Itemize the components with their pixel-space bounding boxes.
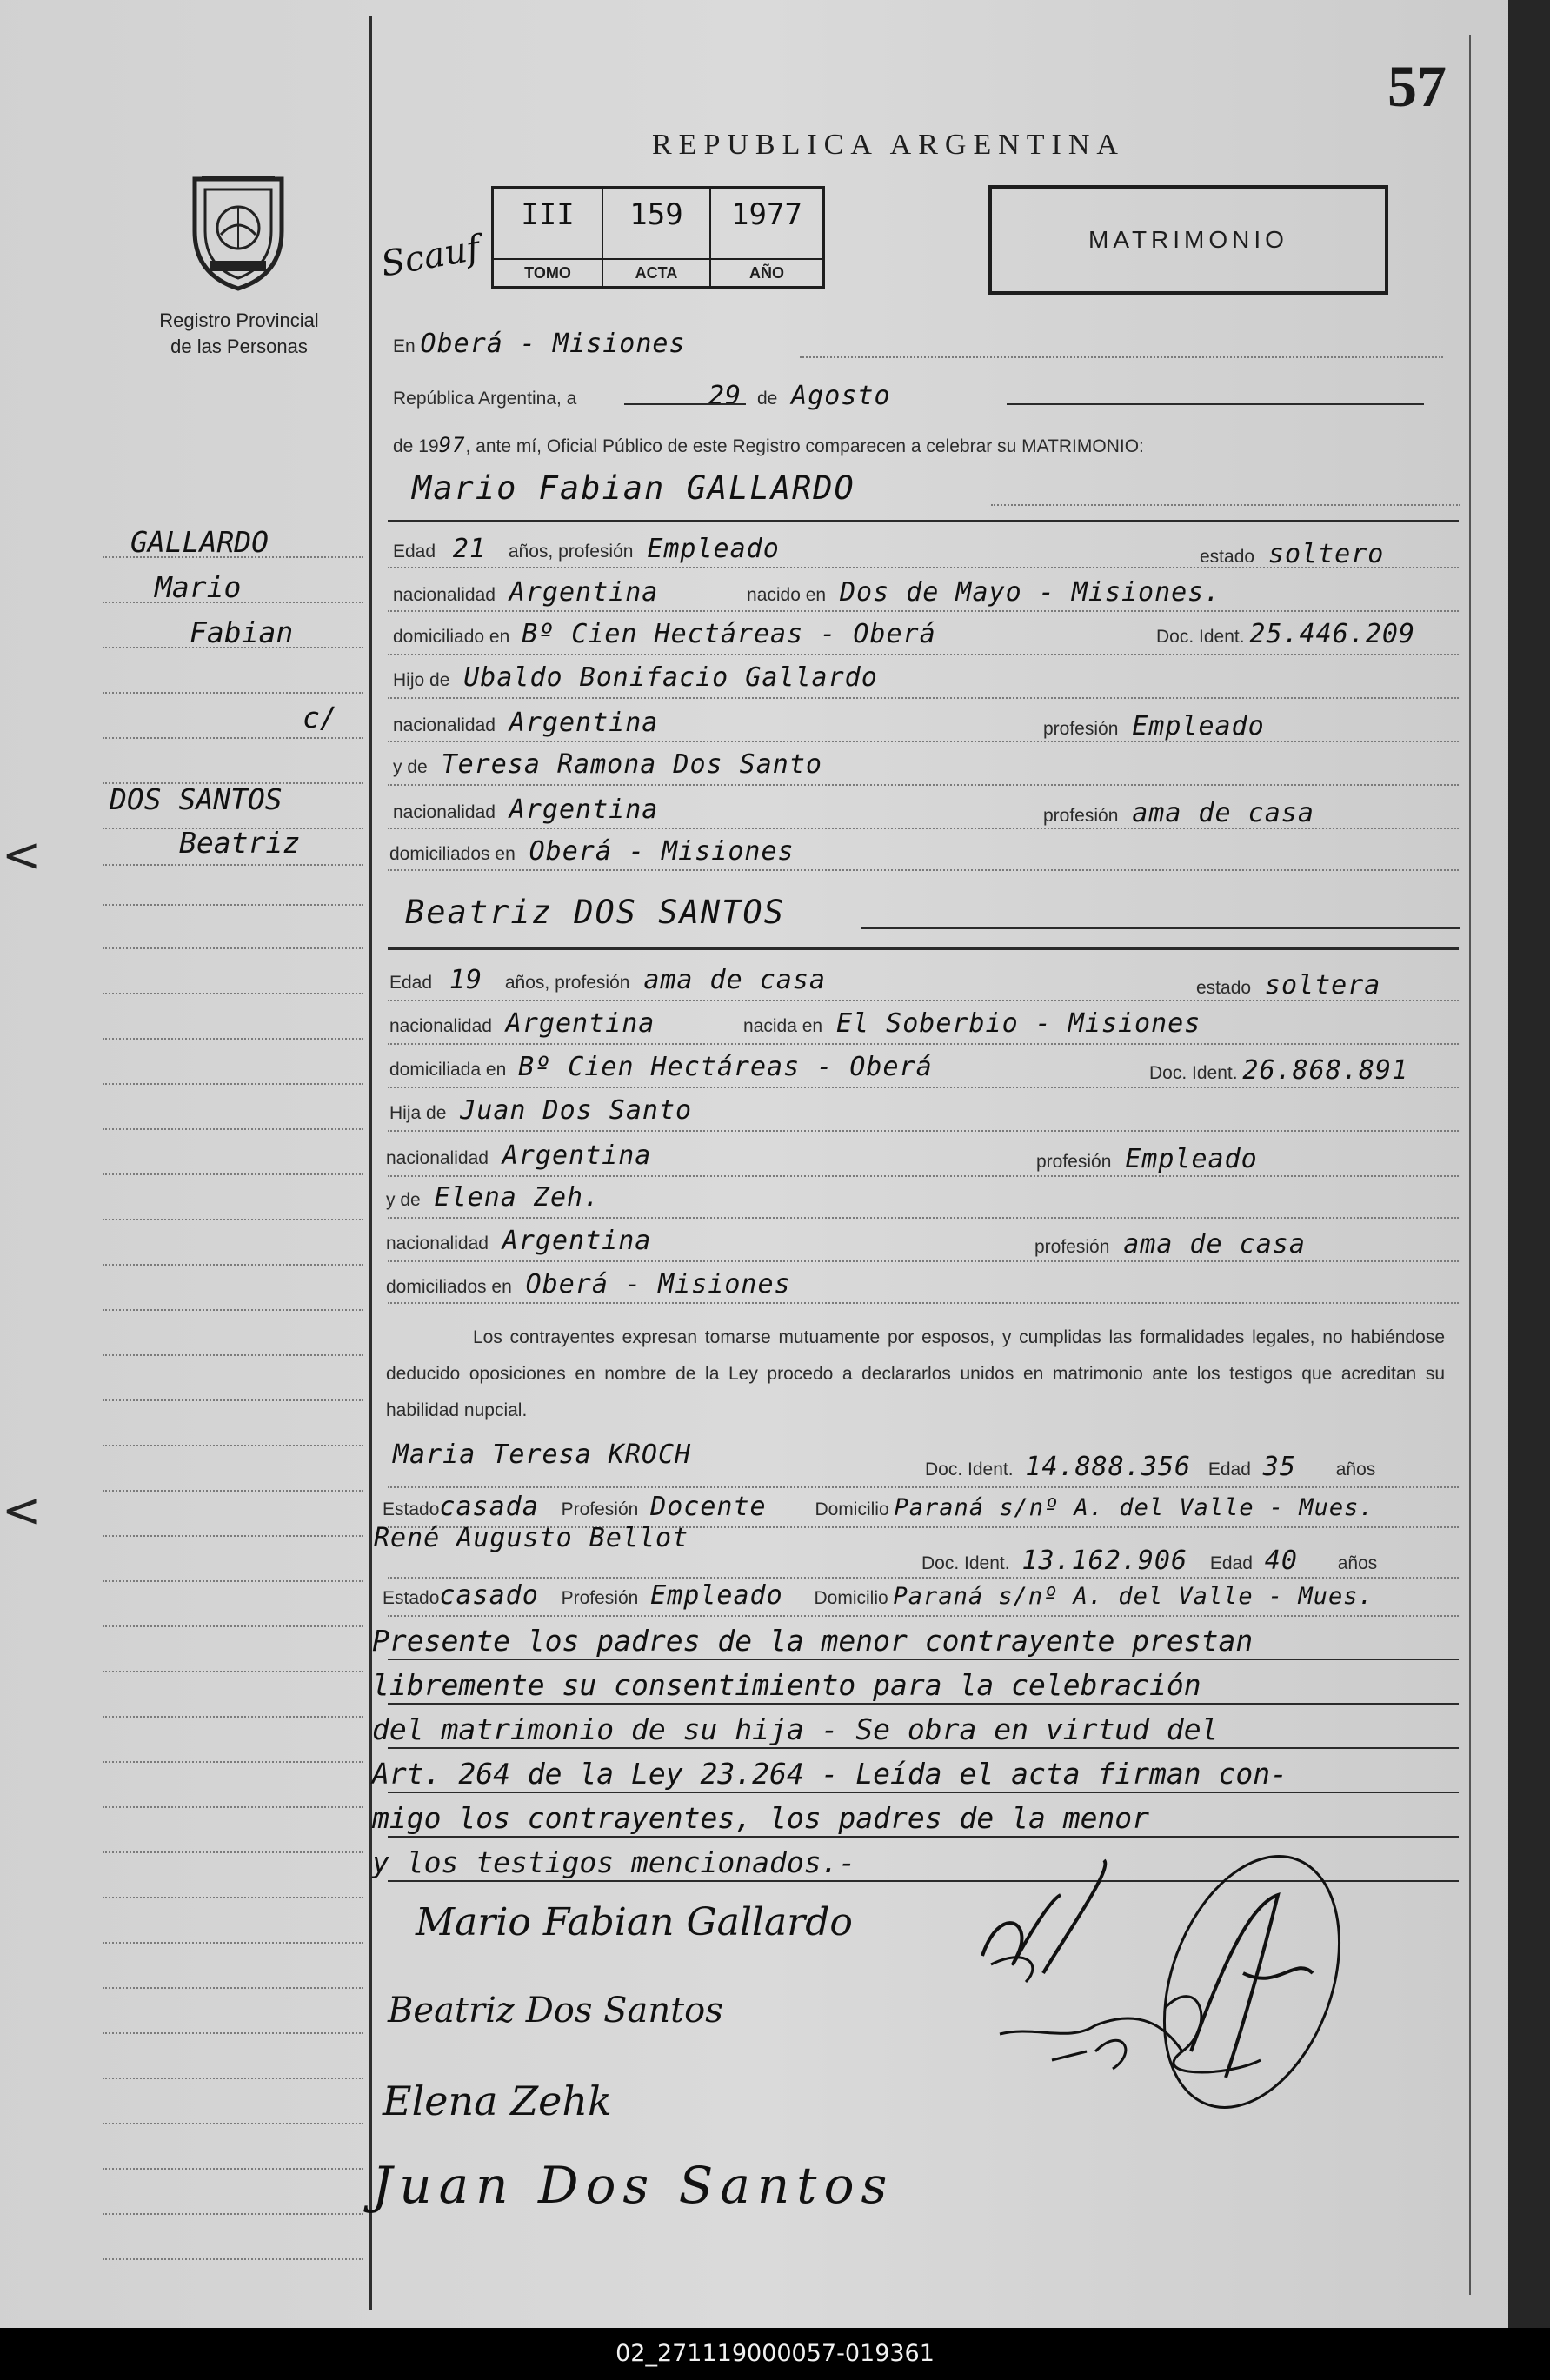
row-line xyxy=(388,869,1459,871)
groom-row-parents-address xyxy=(389,836,795,867)
nacionalidad-label: nacionalidad xyxy=(386,1148,489,1168)
bride-birthplace: El Soberbio - Misiones xyxy=(835,1008,1201,1039)
nacido-label: nacido en xyxy=(747,585,827,605)
domiciliada-label: domiciliada en xyxy=(389,1060,507,1080)
margin-groom-surname: GALLARDO xyxy=(130,525,269,559)
provincial-seal-icon xyxy=(184,170,292,292)
margin-line xyxy=(103,904,363,906)
bride-father-prof-row xyxy=(1036,1144,1258,1174)
bride-father-nationality: Argentina xyxy=(502,1140,652,1171)
bride-row-address xyxy=(389,1052,933,1082)
day-line xyxy=(624,403,746,405)
bride-mother-nationality: Argentina xyxy=(502,1226,652,1256)
year-intro: , ante mí, Oficial Público de este Registro comparecen a celebrar su MATRIMONIO: xyxy=(465,436,1144,456)
nacionalidad-label: nacionalidad xyxy=(393,802,496,822)
place-line xyxy=(800,356,1443,358)
margin-line xyxy=(103,1490,363,1492)
bride-father: Juan Dos Santo xyxy=(460,1095,693,1126)
acta-value: 159 xyxy=(629,197,683,232)
margin-conjunction: c/ xyxy=(303,701,337,735)
acta-label: ACTA xyxy=(603,258,709,286)
date-row xyxy=(393,381,891,411)
declaration-text: Los contrayentes expresan tomarse mutuamente por esposos, y cumplidas las formalidades legales, no habiéndose deducido oposiciones en nombre de la Ley procedo a declararlos unidos en matrimonio ante los testigos que acreditan su habilidad nupcial. xyxy=(386,1327,1445,1420)
margin-line xyxy=(103,1445,363,1446)
margin-line xyxy=(103,737,363,739)
row-line xyxy=(388,1087,1459,1088)
month-value: Agosto xyxy=(791,381,891,411)
en-label: En xyxy=(393,336,416,356)
margin-line xyxy=(103,1716,363,1718)
witness-2-doc-row xyxy=(921,1546,1377,1576)
bride-row-father-nat xyxy=(386,1140,651,1171)
bride-name-line xyxy=(861,927,1460,929)
groom-separator xyxy=(388,520,1459,522)
domiciliados-label: domiciliados en xyxy=(386,1277,512,1297)
edad-label: Edad xyxy=(389,973,433,993)
row-line xyxy=(388,1615,1459,1617)
obs-line xyxy=(388,1703,1459,1705)
registrar-initial: Scauf xyxy=(377,228,483,285)
groom-doc-row xyxy=(1156,619,1415,649)
bride-row-mother xyxy=(386,1182,600,1213)
observation-line: Presente los padres de la menor contrayente prestan xyxy=(372,1624,1254,1658)
bride-doc-row xyxy=(1149,1055,1408,1086)
document-type-box: MATRIMONIO xyxy=(988,185,1388,295)
domicilio-label: Domicilio xyxy=(815,1499,889,1519)
margin-line xyxy=(103,1354,363,1356)
de-label: de xyxy=(756,389,778,409)
groom-mother: Teresa Ramona Dos Santo xyxy=(441,749,822,780)
margin-tick-mark: < xyxy=(2,1483,42,1538)
groom-father: Ubaldo Bonifacio Gallardo xyxy=(463,662,878,693)
observation-line: libremente su consentimiento para la celebración xyxy=(372,1668,1201,1702)
bride-status-row xyxy=(1196,970,1380,1001)
row-line xyxy=(388,1043,1459,1045)
margin-line xyxy=(103,1851,363,1853)
obs-line xyxy=(388,1792,1459,1793)
margin-line xyxy=(103,1897,363,1898)
bride-mother: Elena Zeh. xyxy=(434,1182,601,1213)
observation-line: del matrimonio de su hija - Se obra en virtud del xyxy=(372,1712,1219,1746)
row-line xyxy=(388,1217,1459,1219)
country-title: REPUBLICA ARGENTINA xyxy=(652,129,1125,161)
groom-doc: 25.446.209 xyxy=(1249,619,1416,649)
row-line xyxy=(388,741,1459,742)
groom-status: soltero xyxy=(1267,539,1385,569)
observation-line: migo los contrayentes, los padres de la menor xyxy=(372,1801,1150,1835)
witness-1-name: Maria Teresa KROCH xyxy=(393,1439,692,1470)
tomo-label: TOMO xyxy=(494,258,602,286)
witness-2-address: Paraná s/nº A. del Valle - Mues. xyxy=(893,1583,1374,1610)
doc-ident-label: Doc. Ident. xyxy=(1149,1063,1238,1083)
nacionalidad-label: nacionalidad xyxy=(386,1233,489,1253)
bride-father-profession: Empleado xyxy=(1125,1144,1258,1174)
domiciliados-label: domiciliados en xyxy=(389,844,516,864)
profesion-label: Profesión xyxy=(561,1588,639,1608)
groom-birthplace: Dos de Mayo - Misiones. xyxy=(839,577,1221,608)
margin-line xyxy=(103,1264,363,1266)
row-line xyxy=(388,1486,1459,1488)
obs-line xyxy=(388,1659,1459,1660)
witness-2-age: 40 xyxy=(1264,1546,1298,1576)
groom-mother-nationality: Argentina xyxy=(509,794,659,825)
witness-2-profession: Empleado xyxy=(650,1580,783,1611)
republica-label: República Argentina, a xyxy=(393,389,577,409)
nacionalidad-label: nacionalidad xyxy=(389,1016,492,1036)
margin-line xyxy=(103,947,363,949)
obs-line xyxy=(388,1836,1459,1838)
year-suffix: 97 xyxy=(438,433,466,457)
year-row xyxy=(393,433,1144,457)
groom-profession: Empleado xyxy=(647,534,780,564)
bride-address: Bº Cien Hectáreas - Oberá xyxy=(518,1052,933,1082)
groom-row-age xyxy=(393,534,780,564)
bride-mother-prof-row xyxy=(1034,1229,1306,1260)
witness-2-status: casado xyxy=(439,1580,539,1611)
margin-line xyxy=(103,1761,363,1763)
edad-label: Edad xyxy=(1207,1459,1251,1479)
margin-line xyxy=(103,1399,363,1401)
doc-ident-label: Doc. Ident. xyxy=(925,1459,1014,1479)
bride-row-nationality xyxy=(389,1008,1201,1039)
profesion-label: profesión xyxy=(1034,1237,1110,1257)
place-value: Oberá - Misiones xyxy=(420,329,686,359)
row-line xyxy=(388,784,1459,786)
bride-separator xyxy=(388,947,1459,950)
hijo-label: Hijo de xyxy=(393,670,450,690)
margin-line xyxy=(103,1580,363,1582)
witness-1-name-row xyxy=(393,1439,691,1470)
groom-address: Bº Cien Hectáreas - Oberá xyxy=(522,619,936,649)
scan-identifier: 02_271119000057-019361 xyxy=(615,2340,935,2367)
bride-age: 19 xyxy=(449,965,483,995)
doc-ident-label: Doc. Ident. xyxy=(921,1553,1010,1573)
anio-cell xyxy=(711,189,822,286)
observation-line: y los testigos mencionados.- xyxy=(372,1845,856,1879)
groom-row-address xyxy=(393,619,936,649)
row-line xyxy=(388,567,1459,568)
groom-nationality: Argentina xyxy=(509,577,659,608)
doc-ident-label: Doc. Ident. xyxy=(1156,627,1245,647)
groom-signature: Mario Fabian Gallardo xyxy=(416,1900,853,1945)
row-line xyxy=(388,1577,1459,1579)
bride-row-age xyxy=(389,965,826,995)
groom-parents-address: Oberá - Misiones xyxy=(529,836,795,867)
y-de-label: y de xyxy=(393,757,428,777)
scan-edge xyxy=(1508,0,1550,2328)
row-line xyxy=(388,1000,1459,1001)
margin-line xyxy=(103,864,363,866)
witness-1-doc-row xyxy=(925,1452,1375,1482)
witness-1-doc: 14.888.356 xyxy=(1025,1452,1192,1482)
margin-line xyxy=(103,2123,363,2124)
father-signature: Juan Dos Santos xyxy=(372,2156,895,2215)
groom-mother-prof-row xyxy=(1043,798,1314,828)
estado-label: estado xyxy=(1196,978,1252,998)
margin-line xyxy=(103,2032,363,2034)
profesion-label: profesión xyxy=(1043,719,1119,739)
estado-label: Estado xyxy=(383,1499,440,1519)
anos-prof-label: años, profesión xyxy=(508,542,634,562)
witness-1-profession: Docente xyxy=(650,1492,767,1522)
bride-row-father xyxy=(389,1095,692,1126)
row-line xyxy=(388,1175,1459,1177)
profesion-label: profesión xyxy=(1043,806,1119,826)
margin-line xyxy=(103,993,363,994)
margin-groom-name2: Fabian xyxy=(190,615,294,649)
bride-signature: Beatriz Dos Santos xyxy=(388,1991,723,2031)
groom-age: 21 xyxy=(452,534,487,564)
witness-1-age: 35 xyxy=(1262,1452,1296,1482)
groom-row-father xyxy=(393,662,878,693)
margin-line xyxy=(103,1083,363,1085)
margin-line xyxy=(103,1173,363,1175)
margin-line xyxy=(103,2258,363,2260)
nacionalidad-label: nacionalidad xyxy=(393,715,496,735)
obs-line xyxy=(388,1747,1459,1749)
groom-row-nationality xyxy=(393,577,1221,608)
bride-mother-profession: ama de casa xyxy=(1123,1229,1306,1260)
registry-label: Registro Provincial de las Personas xyxy=(159,309,319,357)
groom-full-name: Mario Fabian GALLARDO xyxy=(412,469,855,507)
anio-label: AÑO xyxy=(711,258,822,286)
groom-row-mother-nat xyxy=(393,794,658,825)
page-number: 57 xyxy=(1387,53,1447,119)
margin-tick-mark: < xyxy=(2,828,42,882)
margin-line xyxy=(103,1942,363,1944)
row-line xyxy=(388,654,1459,655)
margin-line xyxy=(103,692,363,694)
bride-doc: 26.868.891 xyxy=(1242,1055,1409,1086)
margin-line xyxy=(103,1219,363,1220)
row-line xyxy=(388,828,1459,829)
margin-line xyxy=(103,1038,363,1040)
anos-prof-label: años, profesión xyxy=(504,973,630,993)
anio-value: 1977 xyxy=(731,197,802,232)
bride-status: soltera xyxy=(1264,970,1381,1001)
margin-line xyxy=(103,1625,363,1627)
margin-line xyxy=(103,2213,363,2215)
witness-2-name-row xyxy=(374,1523,689,1553)
place-row xyxy=(393,329,686,359)
margin-bride-surname: DOS SANTOS xyxy=(110,782,283,816)
bride-row-parents-address xyxy=(386,1269,791,1300)
mother-signature: Elena Zehk xyxy=(383,2078,612,2124)
domicilio-label: Domicilio xyxy=(814,1588,888,1608)
anos-label: años xyxy=(1335,1459,1376,1479)
bride-profession: ama de casa xyxy=(643,965,826,995)
margin-groom-name1: Mario xyxy=(155,570,242,604)
witness-1-status: casada xyxy=(439,1492,539,1522)
groom-status-row xyxy=(1200,539,1384,569)
year-prefix: de 19 xyxy=(393,436,439,456)
groom-row-father-nat xyxy=(393,708,658,738)
row-line xyxy=(388,1302,1459,1304)
edad-label: Edad xyxy=(393,542,436,562)
witness-2-doc: 13.162.906 xyxy=(1021,1546,1188,1576)
groom-father-profession: Empleado xyxy=(1132,711,1265,741)
row-line xyxy=(388,1130,1459,1132)
row-line xyxy=(388,697,1459,699)
column-divider xyxy=(369,16,372,2310)
record-box xyxy=(491,186,825,289)
row-line xyxy=(388,1260,1459,1262)
day-value: 29 xyxy=(708,381,742,411)
row-line xyxy=(388,610,1459,612)
margin-line xyxy=(103,1535,363,1537)
bride-parents-address: Oberá - Misiones xyxy=(525,1269,791,1300)
groom-row-mother xyxy=(393,749,822,780)
edad-label: Edad xyxy=(1209,1553,1253,1573)
bride-row-mother-nat xyxy=(386,1226,651,1256)
groom-father-nationality: Argentina xyxy=(509,708,659,738)
nacida-label: nacida en xyxy=(743,1016,823,1036)
domiciliado-label: domiciliado en xyxy=(393,627,510,647)
margin-line xyxy=(103,1671,363,1672)
groom-mother-profession: ama de casa xyxy=(1132,798,1314,828)
profesion-label: profesión xyxy=(1036,1152,1112,1172)
acta-cell xyxy=(603,189,711,286)
witness-1-detail-row xyxy=(383,1492,1374,1522)
anos-label: años xyxy=(1337,1553,1378,1573)
right-margin-line xyxy=(1469,35,1471,2295)
profesion-label: Profesión xyxy=(561,1499,639,1519)
margin-line xyxy=(103,1309,363,1311)
bride-full-name: Beatriz DOS SANTOS xyxy=(405,894,785,931)
y-de-label: y de xyxy=(386,1190,421,1210)
groom-father-prof-row xyxy=(1043,711,1265,741)
estado-label: estado xyxy=(1200,547,1255,567)
margin-line xyxy=(103,2078,363,2079)
tomo-cell xyxy=(494,189,603,286)
hija-label: Hija de xyxy=(389,1103,447,1123)
official-signatures-icon xyxy=(965,1851,1347,2130)
month-line xyxy=(1007,403,1424,405)
witness-2-detail-row xyxy=(383,1580,1374,1611)
tomo-value: III xyxy=(521,197,575,232)
witness-2-name: René Augusto Bellot xyxy=(374,1523,689,1553)
groom-name-line xyxy=(991,504,1460,506)
margin-line xyxy=(103,1806,363,1808)
margin-bride-name: Beatriz xyxy=(179,826,301,860)
bride-nationality: Argentina xyxy=(505,1008,655,1039)
estado-label: Estado xyxy=(383,1588,440,1608)
margin-line xyxy=(103,1128,363,1130)
witness-1-address: Paraná s/nº A. del Valle - Mues. xyxy=(894,1494,1374,1521)
nacionalidad-label: nacionalidad xyxy=(393,585,496,605)
observation-line: Art. 264 de la Ley 23.264 - Leída el acta firman con- xyxy=(372,1757,1287,1791)
margin-line xyxy=(103,2168,363,2170)
margin-line xyxy=(103,1987,363,1989)
